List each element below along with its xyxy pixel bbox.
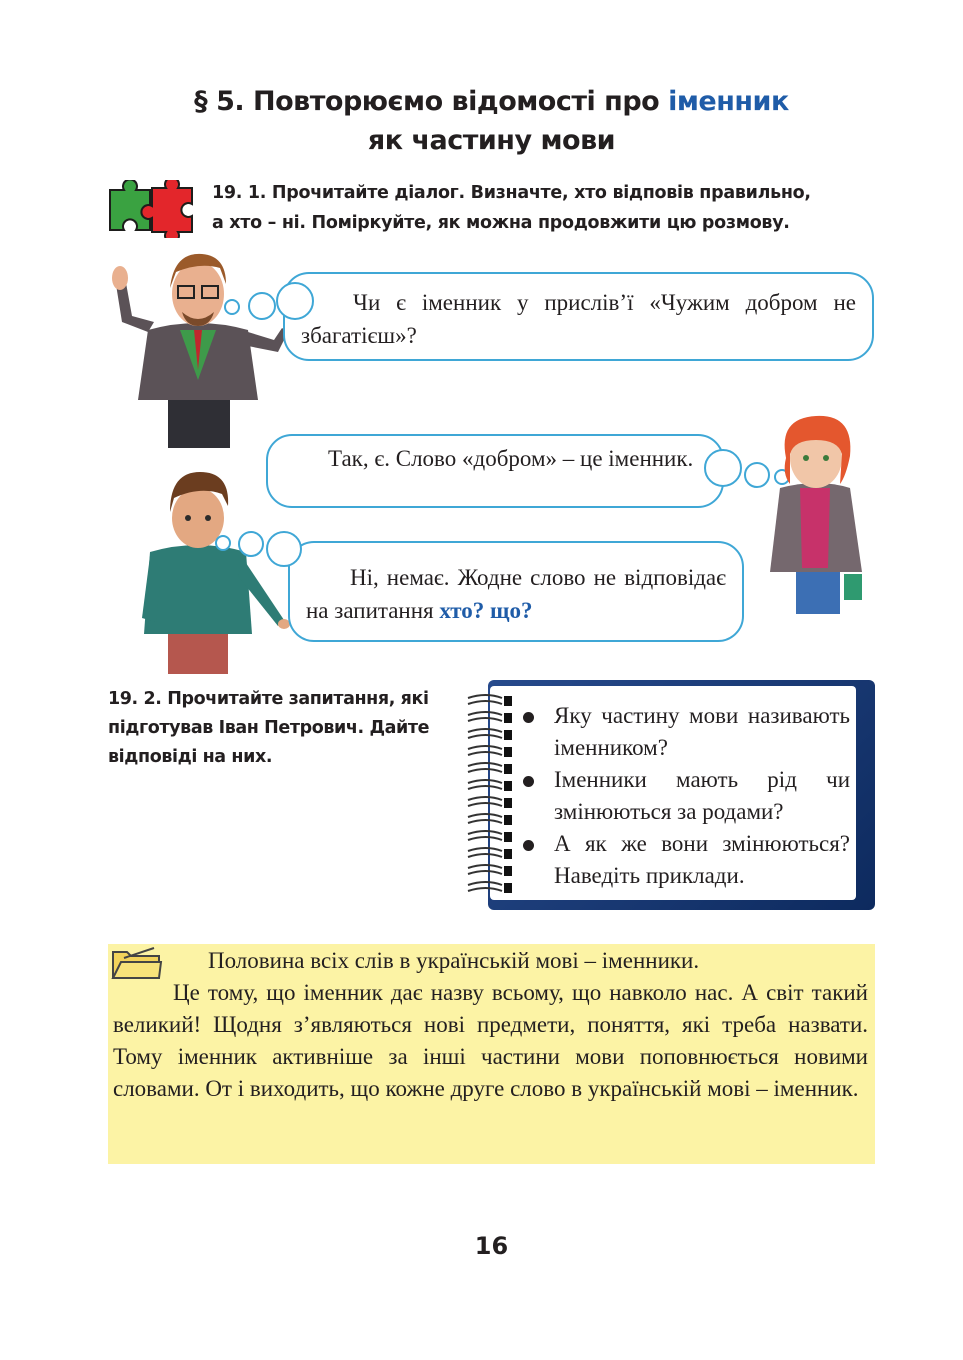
- puzzle-icon: [106, 180, 198, 238]
- girl-illustration: [760, 414, 870, 614]
- boy-speech-keyword: хто? що?: [439, 598, 533, 623]
- bubble-dot: [215, 535, 231, 551]
- bubble-dot: [266, 531, 302, 567]
- task1-line1: 19. 1. Прочитайте діалог. Визначте, хто відповів правильно,: [212, 183, 811, 203]
- questions-list: [520, 700, 850, 892]
- boy-speech-main: Ні, немає. Жодне слово не відповідає на запитання: [306, 565, 726, 623]
- info-line1: Половина всіх слів в українській мові – іменники.: [208, 948, 700, 973]
- list-item: Яку частину мови називають іменником?: [520, 700, 850, 764]
- bubble-dot: [276, 282, 314, 320]
- teacher-speech-bubble: [283, 272, 874, 361]
- task1-line2: а хто – ні. Поміркуйте, як можна продовжити цю розмову.: [212, 213, 790, 233]
- title-keyword: іменник: [668, 86, 789, 117]
- boy-speech-text: [306, 561, 726, 627]
- page-title: [0, 82, 963, 160]
- title-line2: як частину мови: [367, 125, 616, 156]
- list-item: А як же вони змінюються? Наведіть приклади.: [520, 828, 850, 892]
- list-item: Іменники мають рід чи змінюються за родами?: [520, 764, 850, 828]
- info-text: [113, 945, 868, 1105]
- bubble-dot: [224, 299, 240, 315]
- bubble-dot: [238, 531, 264, 557]
- teacher-speech-text: Чи є іменник у прислів’ї «Чужим добром не збагатієш»?: [301, 290, 856, 348]
- boy-speech-bubble: [288, 541, 744, 642]
- boy-illustration: [140, 470, 290, 674]
- page-number: 16: [474, 1232, 509, 1260]
- girl-speech-bubble: [266, 434, 724, 508]
- info-paragraph: Це тому, що іменник дає назву всьому, що навколо нас. А світ такий великий! Щодня з’являються нові предмети, поняття, які треба назвати. Тому іменник активніше за інші частини мови поповнюється новими словами. От і виходить, що кожне друге слово в українській мові – іменник.: [113, 980, 868, 1101]
- task-19-2: 19. 2. Прочитайте запитання, які підготував Іван Петрович. Дайте відповіді на них.: [108, 689, 430, 767]
- bubble-dot: [248, 292, 276, 320]
- bubble-dot: [704, 449, 742, 487]
- teacher-illustration: [108, 252, 288, 448]
- task-19-1: [212, 178, 892, 238]
- title-prefix: § 5. Повторюємо відомості про: [194, 86, 669, 117]
- girl-speech-text: Так, є. Слово «добром» – це іменник.: [328, 446, 694, 471]
